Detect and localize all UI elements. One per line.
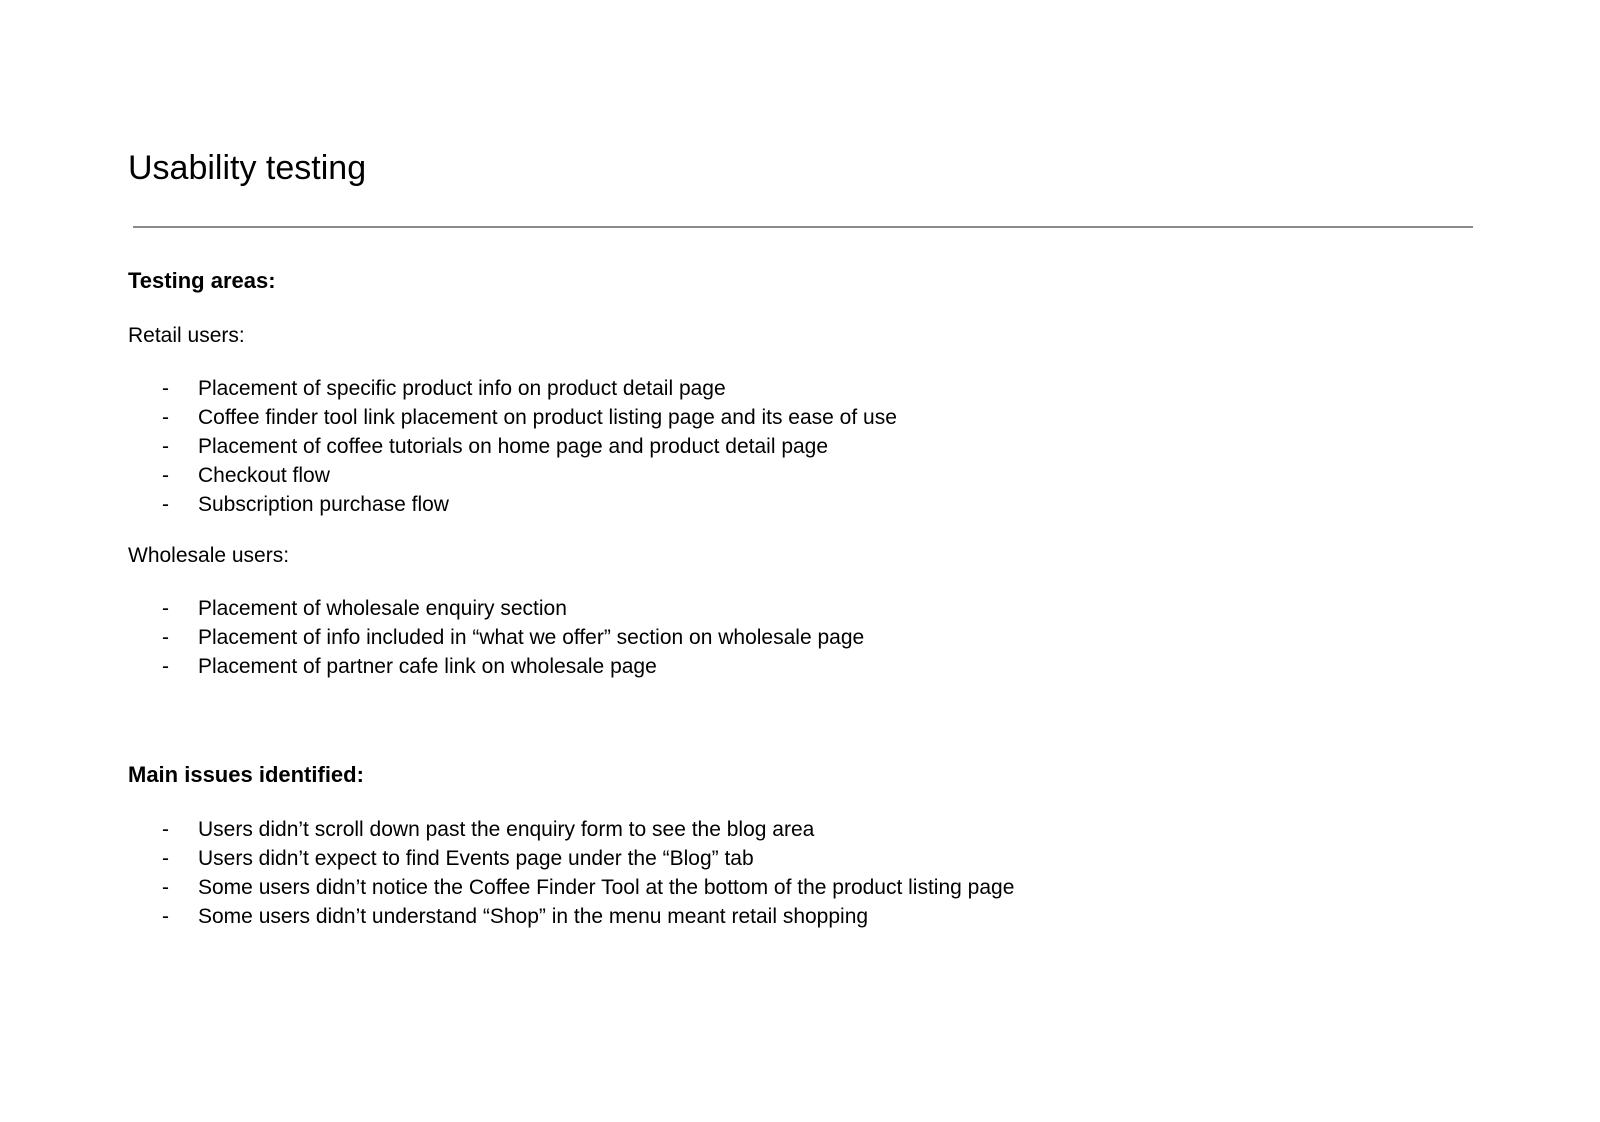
bullet-marker: -: [162, 905, 169, 928]
list-item-text: Checkout flow: [198, 464, 330, 487]
list-item-text: Placement of info included in “what we offer” section on wholesale page: [198, 626, 865, 649]
bullet-marker: -: [162, 377, 169, 400]
bullet-marker: -: [162, 626, 169, 649]
bullet-marker: -: [162, 406, 169, 429]
retail-users-label: Retail users:: [128, 324, 245, 347]
bullet-marker: -: [162, 818, 169, 841]
list-item-text: Subscription purchase flow: [198, 493, 449, 516]
page-title: Usability testing: [128, 149, 367, 187]
bullet-marker: -: [162, 464, 169, 487]
bullet-marker: -: [162, 493, 169, 516]
list-item-text: Users didn’t expect to find Events page under the “Blog” tab: [198, 847, 754, 870]
title-divider: [133, 226, 1473, 228]
list-item-text: Some users didn’t notice the Coffee Finder Tool at the bottom of the product listing page: [198, 876, 1015, 899]
wholesale-users-label: Wholesale users:: [128, 544, 290, 567]
list-item-text: Placement of coffee tutorials on home page and product detail page: [198, 435, 829, 458]
bullet-marker: -: [162, 597, 169, 620]
list-item-text: Placement of specific product info on product detail page: [198, 377, 726, 400]
bullet-marker: -: [162, 435, 169, 458]
bullet-marker: -: [162, 876, 169, 899]
testing-areas-heading: Testing areas:: [128, 268, 276, 293]
list-item-text: Placement of partner cafe link on wholesale page: [198, 655, 657, 678]
list-item-text: Some users didn’t understand “Shop” in the menu meant retail shopping: [198, 905, 869, 928]
main-issues-heading: Main issues identified:: [128, 762, 364, 787]
list-item-text: Placement of wholesale enquiry section: [198, 597, 567, 620]
bullet-marker: -: [162, 655, 169, 678]
list-item-text: Coffee finder tool link placement on product listing page and its ease of use: [198, 406, 897, 429]
list-item-text: Users didn’t scroll down past the enquiry form to see the blog area: [198, 818, 815, 841]
bullet-marker: -: [162, 847, 169, 870]
